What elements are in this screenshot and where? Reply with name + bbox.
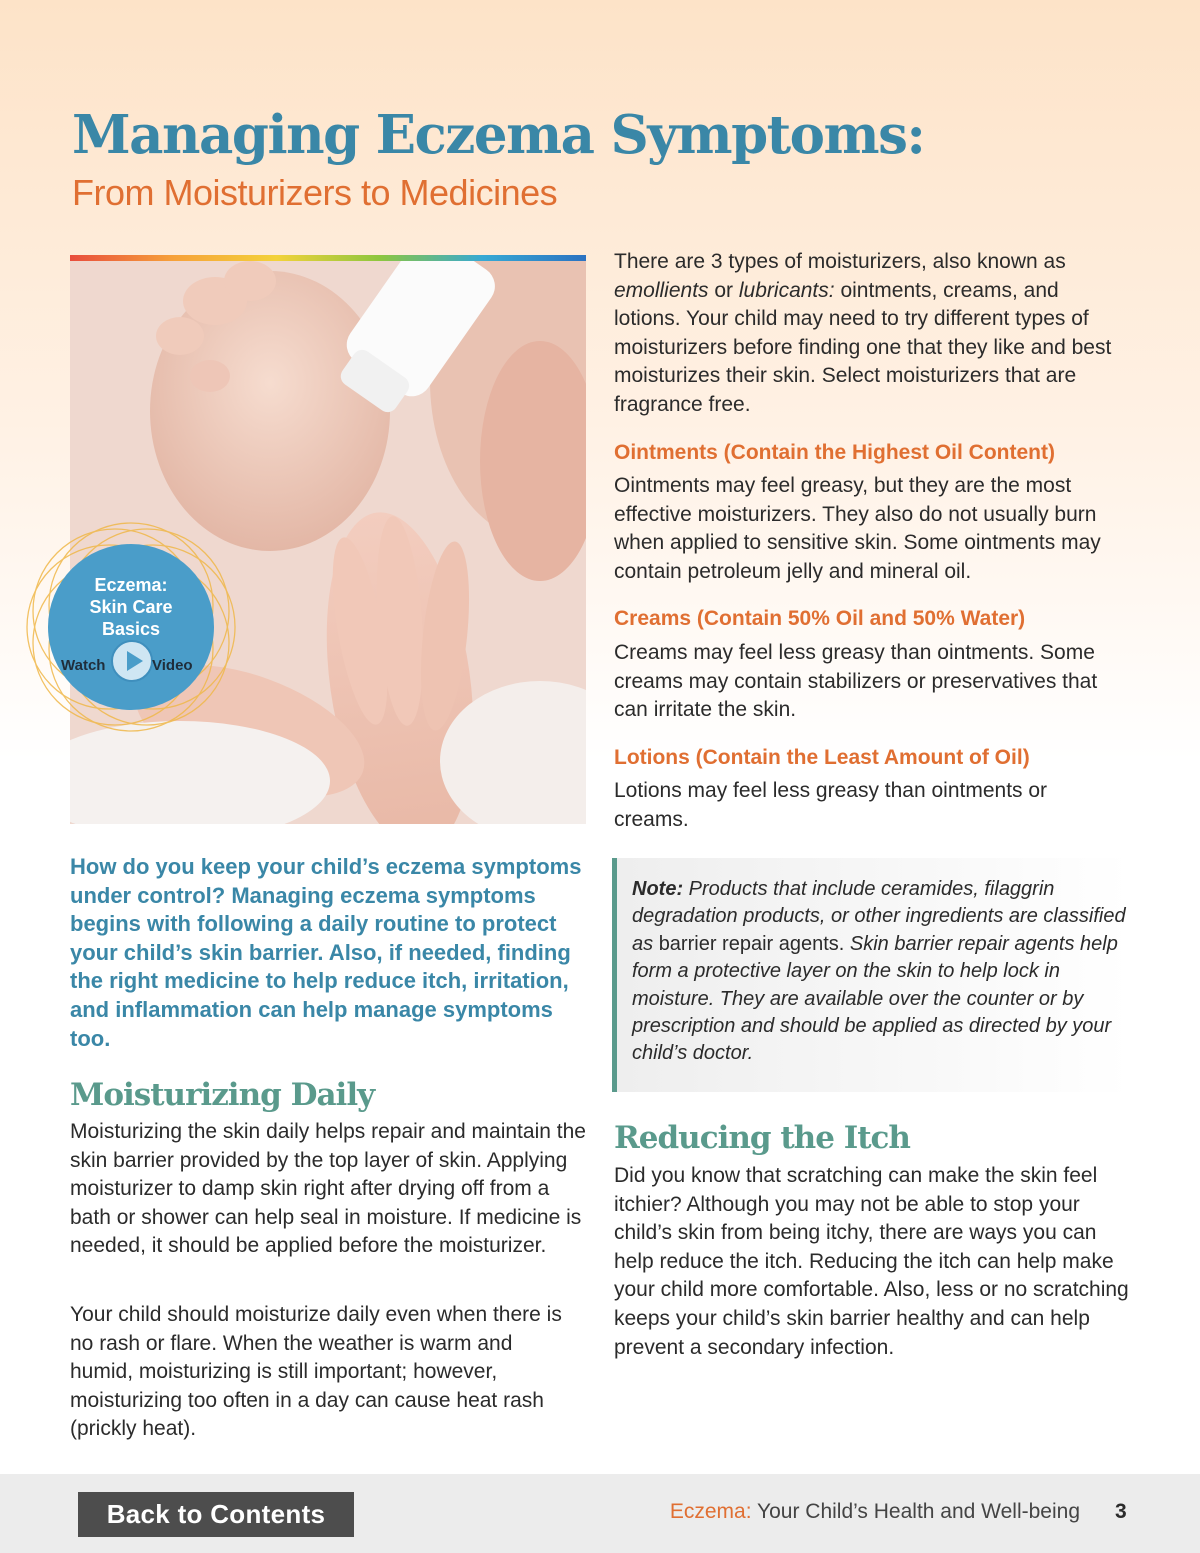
- itch-text: Did you know that scratching can make the skin feel itchier? Although you may not be able to stop your child’s skin from being itchy, there are ways you can help reduce the itch. Reducing the itch can help make your child more comfortable. Also, less or no scratching keeps your child’s skin barrier healthy and can help prevent a secondary infection.: [614, 1164, 1129, 1359]
- moisturizer-types-intro: There are 3 types of moisturizers, also known as emollients or lubricants: ointments, creams, and lotions. Your child may need to try different types of moisturizers before finding one that they like and best moisturizes their skin. Select moisturizers that are fragrance free.: [614, 250, 1112, 416]
- note-text: Note: Products that include ceramides, filaggrin degradation products, or other ingredients are classified as barrier repair agents. Skin barrier repair agents help form a protective layer on the skin to help lock in moisture. They are available over the counter or by prescription and should be applied as directed by your child’s doctor.: [632, 878, 1126, 1065]
- video-label: Video: [152, 657, 193, 674]
- page-number: 3: [1115, 1500, 1127, 1523]
- watch-label: Watch: [61, 657, 106, 674]
- note-box: [612, 858, 1130, 1092]
- moisturizing-heading: Moisturizing Daily: [70, 1077, 375, 1113]
- creams-heading: Creams (Contain 50% Oil and 50% Water): [614, 607, 1026, 630]
- intro-callout: How do you keep your child’s eczema symptoms under control? Managing eczema symptoms begins with following a daily routine to protect your child’s skin barrier. Also, if needed, finding the right medicine to help reduce itch, irritation, and inflammation can help manage symptoms too.: [70, 854, 582, 1051]
- play-icon[interactable]: [111, 640, 153, 682]
- video-badge-title: Eczema: Skin Care Basics: [89, 575, 173, 639]
- page-title: Managing Eczema Symptoms:: [72, 104, 925, 166]
- back-to-contents-button[interactable]: Back to Contents: [78, 1492, 354, 1537]
- publication-title: Eczema: Your Child’s Health and Well-being: [669, 1500, 1080, 1523]
- page-footer: [0, 1474, 1200, 1553]
- lotions-text: Lotions may feel less greasy than ointments or creams.: [614, 779, 1048, 831]
- creams-text: Creams may feel less greasy than ointments. Some creams may contain stabilizers or preservatives that can irritate the skin.: [614, 641, 1098, 722]
- moisturizing-paragraph-1: Moisturizing the skin daily helps repair and maintain the skin barrier provided by the top layer of skin. Applying moisturizer to damp skin right after drying off from a bath or shower can help seal in moisture. If medicine is needed, it should be applied before the moisturizer.: [70, 1120, 586, 1258]
- itch-heading: Reducing the Itch: [614, 1120, 910, 1156]
- video-badge-button[interactable]: [48, 544, 214, 710]
- moisturizing-paragraph-2: Your child should moisturize daily even when there is no rash or flare. When the weather is warm and humid, moisturizing is still important; however, moisturizing too often in a day can cause heat rash (prickly heat).: [70, 1303, 562, 1441]
- ointments-text: Ointments may feel greasy, but they are the most effective moisturizers. They also do not usually burn when applied to sensitive skin. Some ointments may contain petroleum jelly and mineral oil.: [614, 474, 1101, 583]
- video-badge[interactable]: [14, 510, 248, 744]
- ointments-heading: Ointments (Contain the Highest Oil Content): [614, 441, 1055, 464]
- lotions-heading: Lotions (Contain the Least Amount of Oil): [614, 746, 1030, 769]
- page-subtitle: From Moisturizers to Medicines: [72, 172, 558, 213]
